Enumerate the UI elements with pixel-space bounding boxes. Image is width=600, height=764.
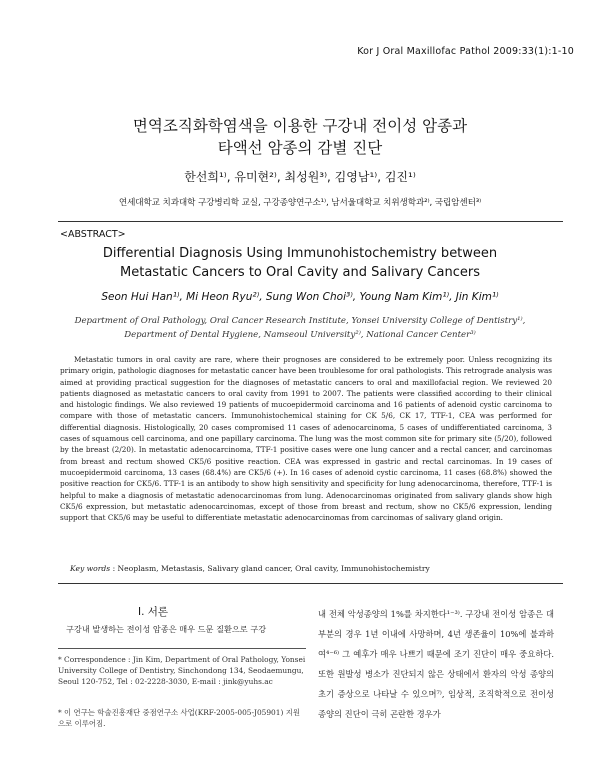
section-heading-introduction: I. 서론 (137, 606, 169, 618)
english-affiliation-line1: Department of Oral Pathology, Oral Cancer Research Institute, Yonsei University College of Dentistry¹⁾, (74, 316, 526, 326)
top-divider (58, 221, 563, 222)
korean-affiliations: 연세대학교 치과대학 구강병리학 교실, 구강종양연구소¹⁾, 남서울대학교 치위생학과²⁾, 국립암센터³⁾ (118, 198, 482, 208)
english-authors: Seon Hui Han¹⁾, Mi Heon Ryu²⁾, Sung Won Choi³⁾, Young Nam Kim¹⁾, Jin Kim¹⁾ (101, 291, 499, 303)
keywords (70, 564, 430, 573)
abstract-body: Metastatic tumors in oral cavity are rare, where their prognoses are considered to be extremely poor. Unless recognizing its primary origin, pathologic diagnoses for metastatic cancer have been troublesome for oral pathologists. This retrograde analysis was aimed at providing practical suggestion for the diagnoses of metastatic cancers to oral and maxillofacial region. We reviewed 20 patients diagnosed as metastatic cancers to oral cavity from 1991 to 2007. The patients were classified according to their clinical and histologic findings. We also reviewed 19 patients of mucoepidermoid carcinoma and 16 patients of adenoid cystic carcinoma to compare with those of metastatic cancers. Immunohistochemical staining for CK 5/6, CK 17, TTF-1, CEA was performed for differential diagnosis. Histologically, 20 cases compromised 11 cases of adenocarcinoma, 5 cases of undifferentiated carcinoma, 3 cases of squamous cell carcinoma, and one papillary carcinoma. The lung was the most common site for primary site (5/20), followed by the breast (2/20). In metastatic adenocarcinoma, TTF-1 positive cases were one lung cancer and a rectal cancer, and carcinomas from breast and rectum showed CK5/6 positive reaction. CEA was expressed in gastric and rectal carcinomas. In 19 cases of mucoepidermoid carcinoma, 13 cases (68.4%) are CK5/6 (+). In 16 cases of adenoid cystic carcinoma, 11 cases (68.8%) showed the positive reaction for CK5/6. TTF-1 is an antibody to show high sensitivity and specificity for lung adenocarcinoma, therefore, TTF-1 is helpful to make a diagnosis of metastatic adenocarcinomas from lung. Adenocarcinomas originated from salivary glands show high CK5/6 expression, but metastatic adenocarcinomas, except of those from breast and rectum, show no CK5/6 expression, lending support that CK5/6 may be useful to differentiate metastatic adenocarcinomas from carcinomas of salivary gland origin. (60, 355, 553, 523)
korean-authors: 한선희¹⁾, 유미현²⁾, 최성원³⁾, 김영남¹⁾, 김진¹⁾ (184, 170, 416, 184)
correspondence-footnote: * Correspondence : Jin Kim, Department of Oral Pathology, Yonsei University College of Dentistry, Sinchondong 134, Seodaemungu, Seoul 120-752, Tel : 02-2228-3030, E-mail : jink@yuhs.ac (58, 655, 306, 686)
intro-right-text: 내 전체 악성종양의 1%를 차지한다¹⁻³⁾. 구강내 전이성 암종은 대부분의 경우 1년 이내에 사망하며, 4년 생존율이 10%에 불과하여⁴⁻⁶⁾ 그 예후가 매우 나쁘기 때문에 조기 진단이 매우 중요하다. 또한 원발성 병소가 진단되지 않은 상태에서 환자의 악성 종양의 초기 증상으로 나타날 수 있으며⁷⁾, 임상적, 조직학적으로 전이성 종양의 진단이 극히 곤란한 경우가 (318, 609, 554, 719)
intro-left-text: 구강내 발생하는 전이성 암종은 매우 드문 질환으로 구강 (66, 624, 267, 634)
keywords-label: Key words (70, 564, 111, 573)
korean-title-line1: 면역조직화학염색을 이용한 구강내 전이성 암종과 (132, 117, 468, 135)
korean-title-line2: 타액선 암종의 감별 진단 (217, 139, 383, 157)
funding-footnote: * 이 연구는 학술진흥재단 중점연구소 사업(KRF-2005-005-J05901) 지원으로 이루어짐. (58, 708, 300, 728)
english-title-line1: Differential Diagnosis Using Immunohistochemistry between (102, 246, 498, 261)
english-title-line2: Metastatic Cancers to Oral Cavity and Salivary Cancers (120, 265, 480, 280)
footnote-divider (58, 648, 306, 649)
journal-reference: Kor J Oral Maxillofac Pathol 2009:33(1):1-10 (357, 46, 574, 57)
keywords-text: : Neoplasm, Metastasis, Salivary gland cancer, Oral cavity, Immunohistochemistry (112, 564, 430, 573)
english-affiliation-line2: Department of Dental Hygiene, Namseoul University²⁾, National Cancer Center³⁾ (124, 330, 476, 340)
abstract-label: <ABSTRACT> (60, 229, 126, 240)
bottom-divider (58, 583, 563, 584)
